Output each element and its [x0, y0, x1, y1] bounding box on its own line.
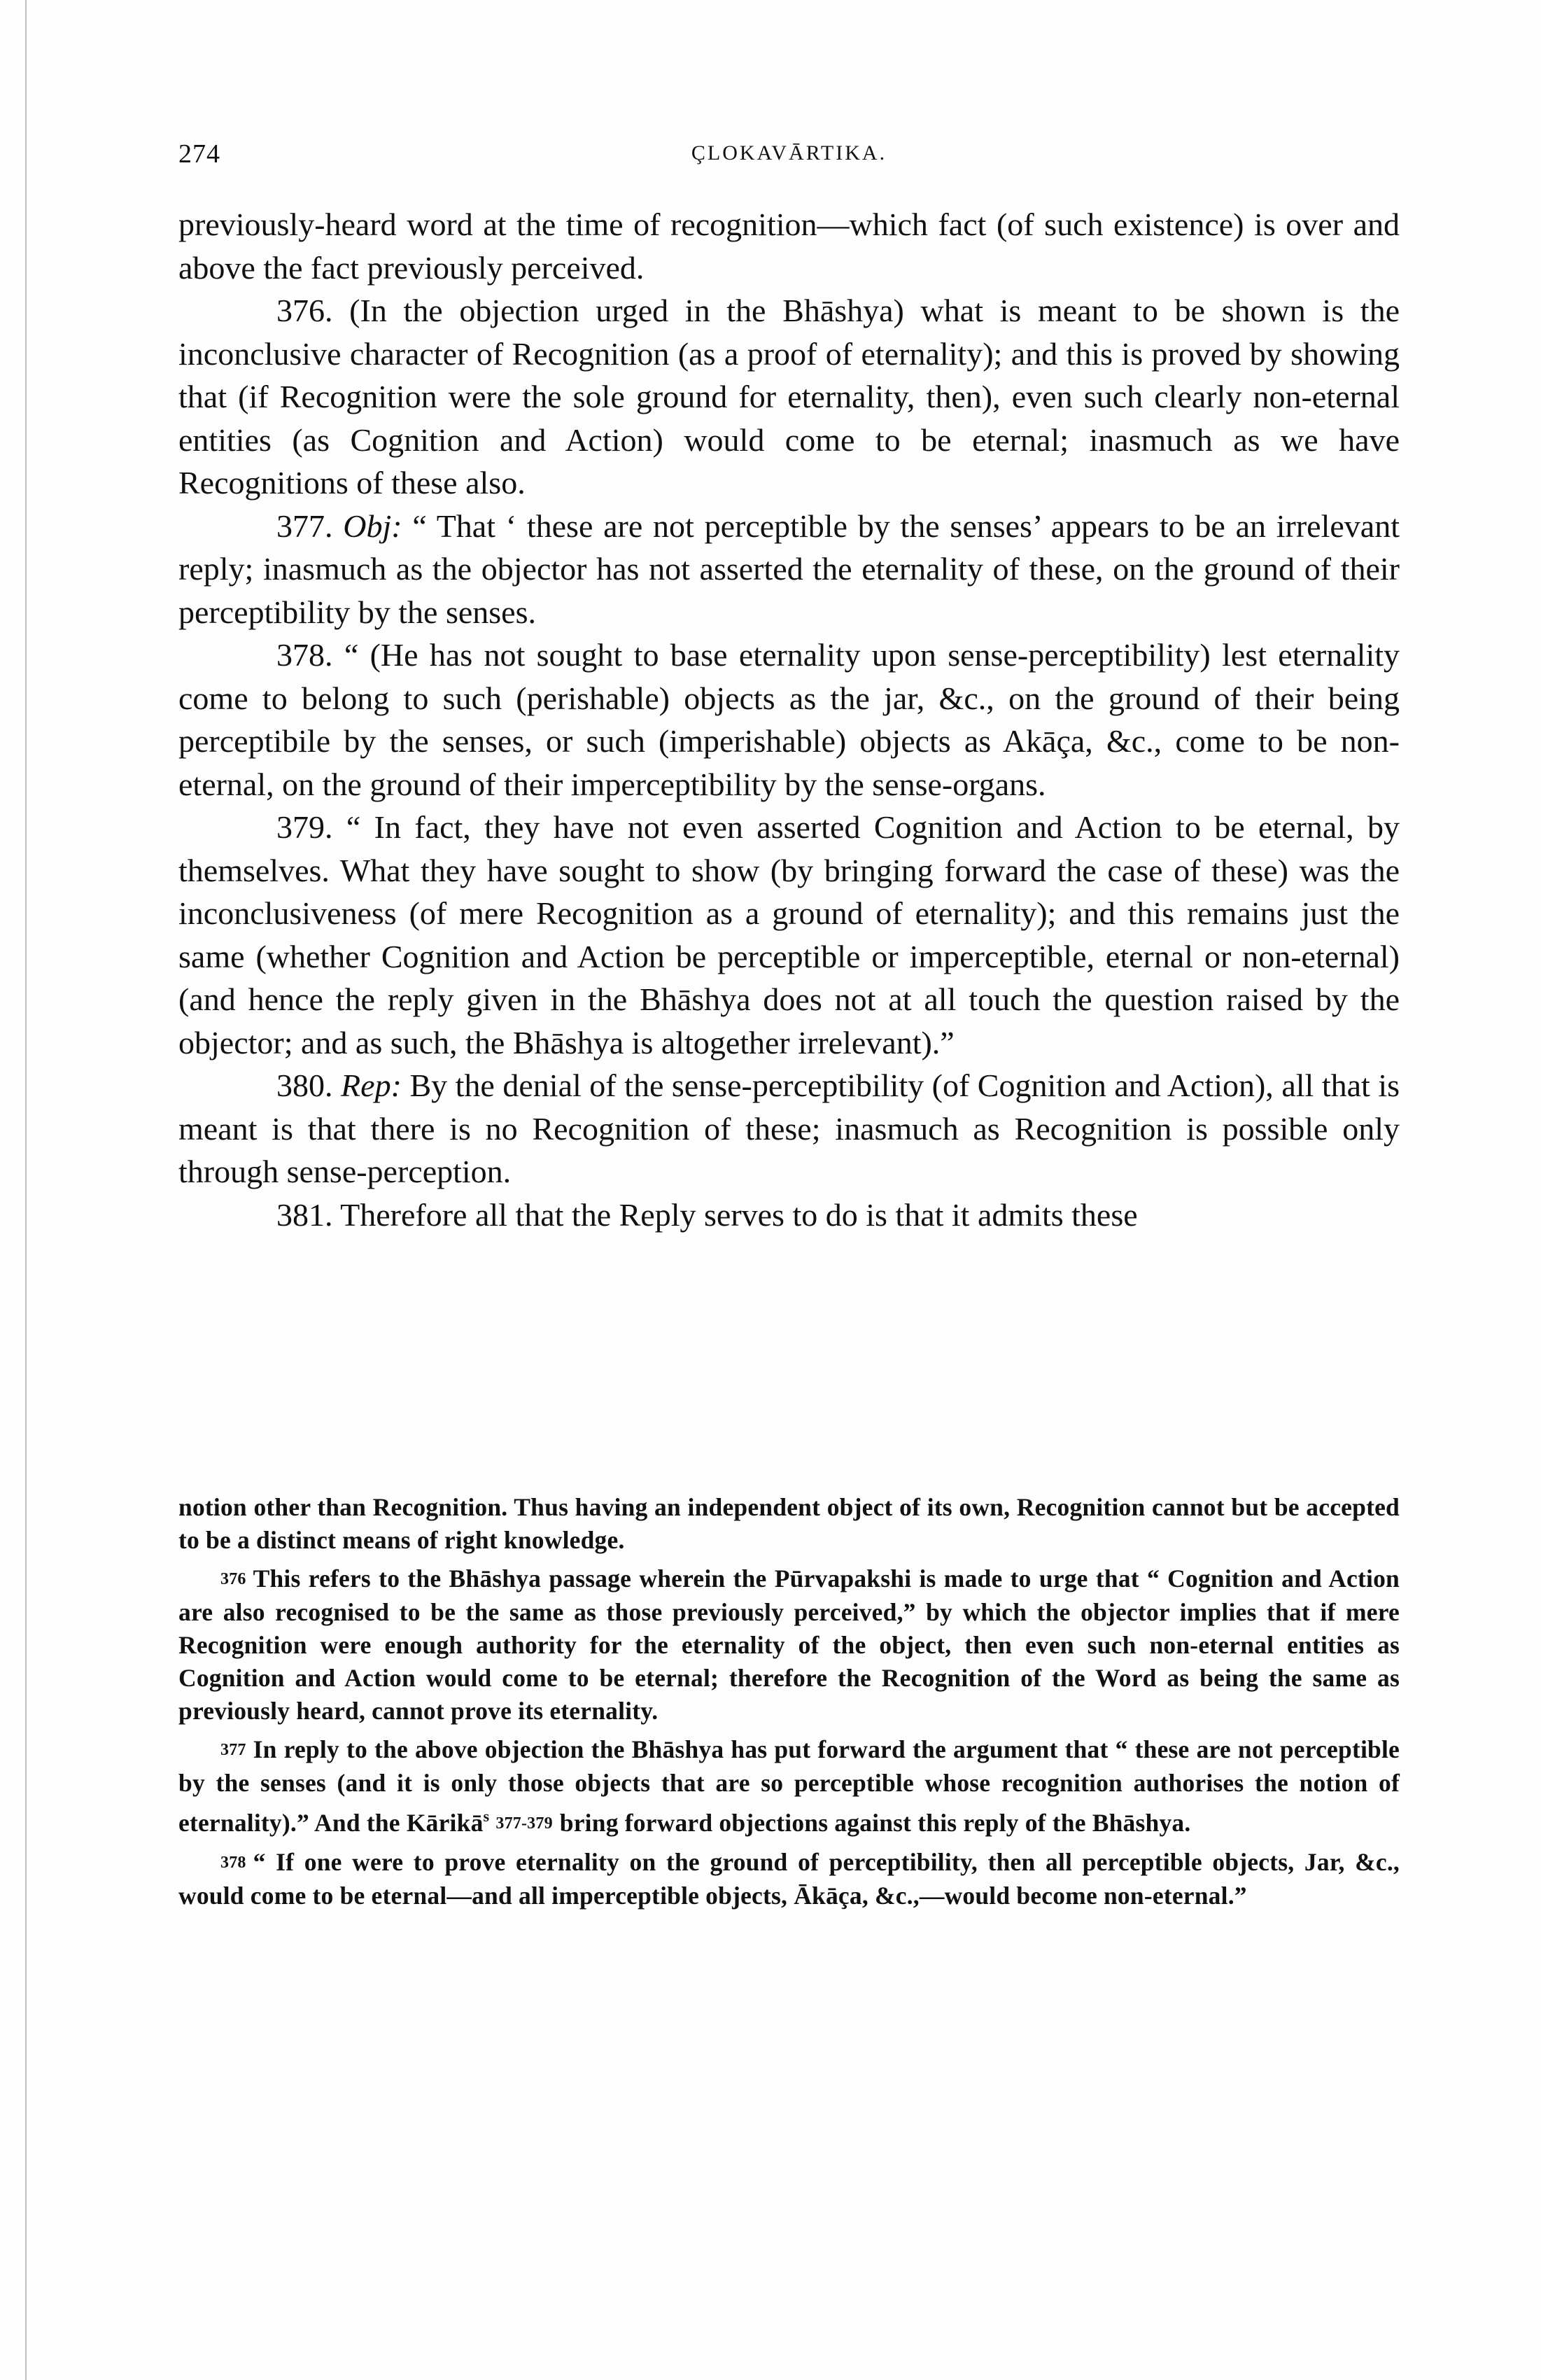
- main-text: [178, 203, 1400, 1236]
- footnote-378-text: “ If one were to prove eternality on the ground of perceptibility, then all perceptible objects, Jar, &c., would come to be eternal—and all imperceptible objects, Ākāça, &c.,—would become non-eternal.”: [178, 1848, 1400, 1910]
- page-edge-divider: [25, 0, 27, 2380]
- paragraph-376: 376. (In the objection urged in the Bhāshya) what is meant to be shown is the inconclusive character of Recognition (as a proof of eternality); and this is proved by showing that (if Recognition were the sole ground for eternality, then), even such clearly non-eternal entities (as Cognition and Action) would come to be eternal; inasmuch as we have Recognitions of these also.: [178, 293, 1400, 500]
- footnote-range-377-379: 377-379: [495, 1814, 553, 1833]
- reply-label: Rep:: [341, 1068, 402, 1103]
- footnote-377-text: In reply to the above objection the Bhāshya has put forward the argument that “ these are not perceptible by the senses (and it is only those objects that are so perceptible whose recognition authorises the notion of eternality).” And the Kārikā: [178, 1735, 1400, 1837]
- footnote-377-text-cont: bring forward objections against this reply of the Bhāshya.: [559, 1809, 1191, 1837]
- paragraph-381: 381. Therefore all that the Reply serves to do is that it admits these: [276, 1196, 1138, 1233]
- footnote-continuation: notion other than Recognition. Thus having an independent object of its own, Recognition cannot but be accepted to be a distinct means of right knowledge.: [178, 1493, 1400, 1554]
- paragraph-continuation: previously-heard word at the time of recognition—which fact (of such existence) is over and above the fact previously perceived.: [178, 206, 1400, 286]
- verse-number-377: 377.: [276, 507, 333, 544]
- footnote-number-378: 378: [220, 1854, 246, 1872]
- objection-label: Obj:: [343, 507, 402, 544]
- footnote-number-376: 376: [220, 1570, 246, 1588]
- paragraph-377-text: “ That ‘ these are not perceptible by the senses’ appears to be an irrelevant reply; inasmuch as the objector has not asserted the eternality of these, on the ground of their perceptibility by the senses.: [178, 507, 1400, 630]
- page-number: 274: [178, 139, 220, 169]
- paragraph-377: [178, 505, 1400, 634]
- paragraph-380-text: By the denial of the sense-perceptibility (of Cognition and Action), all that is meant is that there is no Recognition of these; inasmuch as Recognition is possible only through sense-perception.: [178, 1068, 1400, 1189]
- running-head: ÇLOKAVĀRTIKA.: [691, 141, 887, 164]
- footnote-number-377: 377: [220, 1741, 246, 1759]
- footnote-376-text: This refers to the Bhāshya passage wherein the Pūrvapakshi is made to urge that “ Cognition and Action are also recognised to be the same as those previously perceived,” by which the objector implies that if mere Recognition were enough authority for the eternality of the object, then even such non-eternal entities as Cognition and Action would come to be eternal; therefore the Recognition of the Word as being the same as previously heard, cannot prove its eternality.: [178, 1564, 1400, 1725]
- verse-number-380: 380.: [276, 1068, 333, 1103]
- paragraph-379: 379. “ In fact, they have not even asserted Cognition and Action to be eternal, by themselves. What they have sought to show (by bringing forward the case of these) was the inconclusiveness (of mere Recognition as a ground of eternality); and this remains just the same (whether Cognition and Action be perceptible or imperceptible, eternal or non-eternal) (and hence the reply given in the Bhāshya does not at all touch the question raised by the objector; and as such, the Bhāshya is altogether irrelevant).”: [178, 809, 1400, 1060]
- page-header: [178, 139, 1400, 181]
- footnotes: [178, 1491, 1400, 1918]
- footnote-377: [178, 1733, 1400, 1840]
- paragraph-378: 378. “ (He has not sought to base eternality upon sense-perceptibility) lest eternality come to belong to such (perishable) objects as the jar, &c., on the ground of their being perceptibile by the senses, or such (imperishable) objects as Akāça, &c., come to be non-eternal, on the ground of their imperceptibility by the sense-organs.: [178, 637, 1400, 802]
- footnote-378: [178, 1846, 1400, 1912]
- paragraph-380: [178, 1064, 1400, 1194]
- footnote-377-superscript: s: [483, 1807, 490, 1825]
- footnote-376: [178, 1562, 1400, 1728]
